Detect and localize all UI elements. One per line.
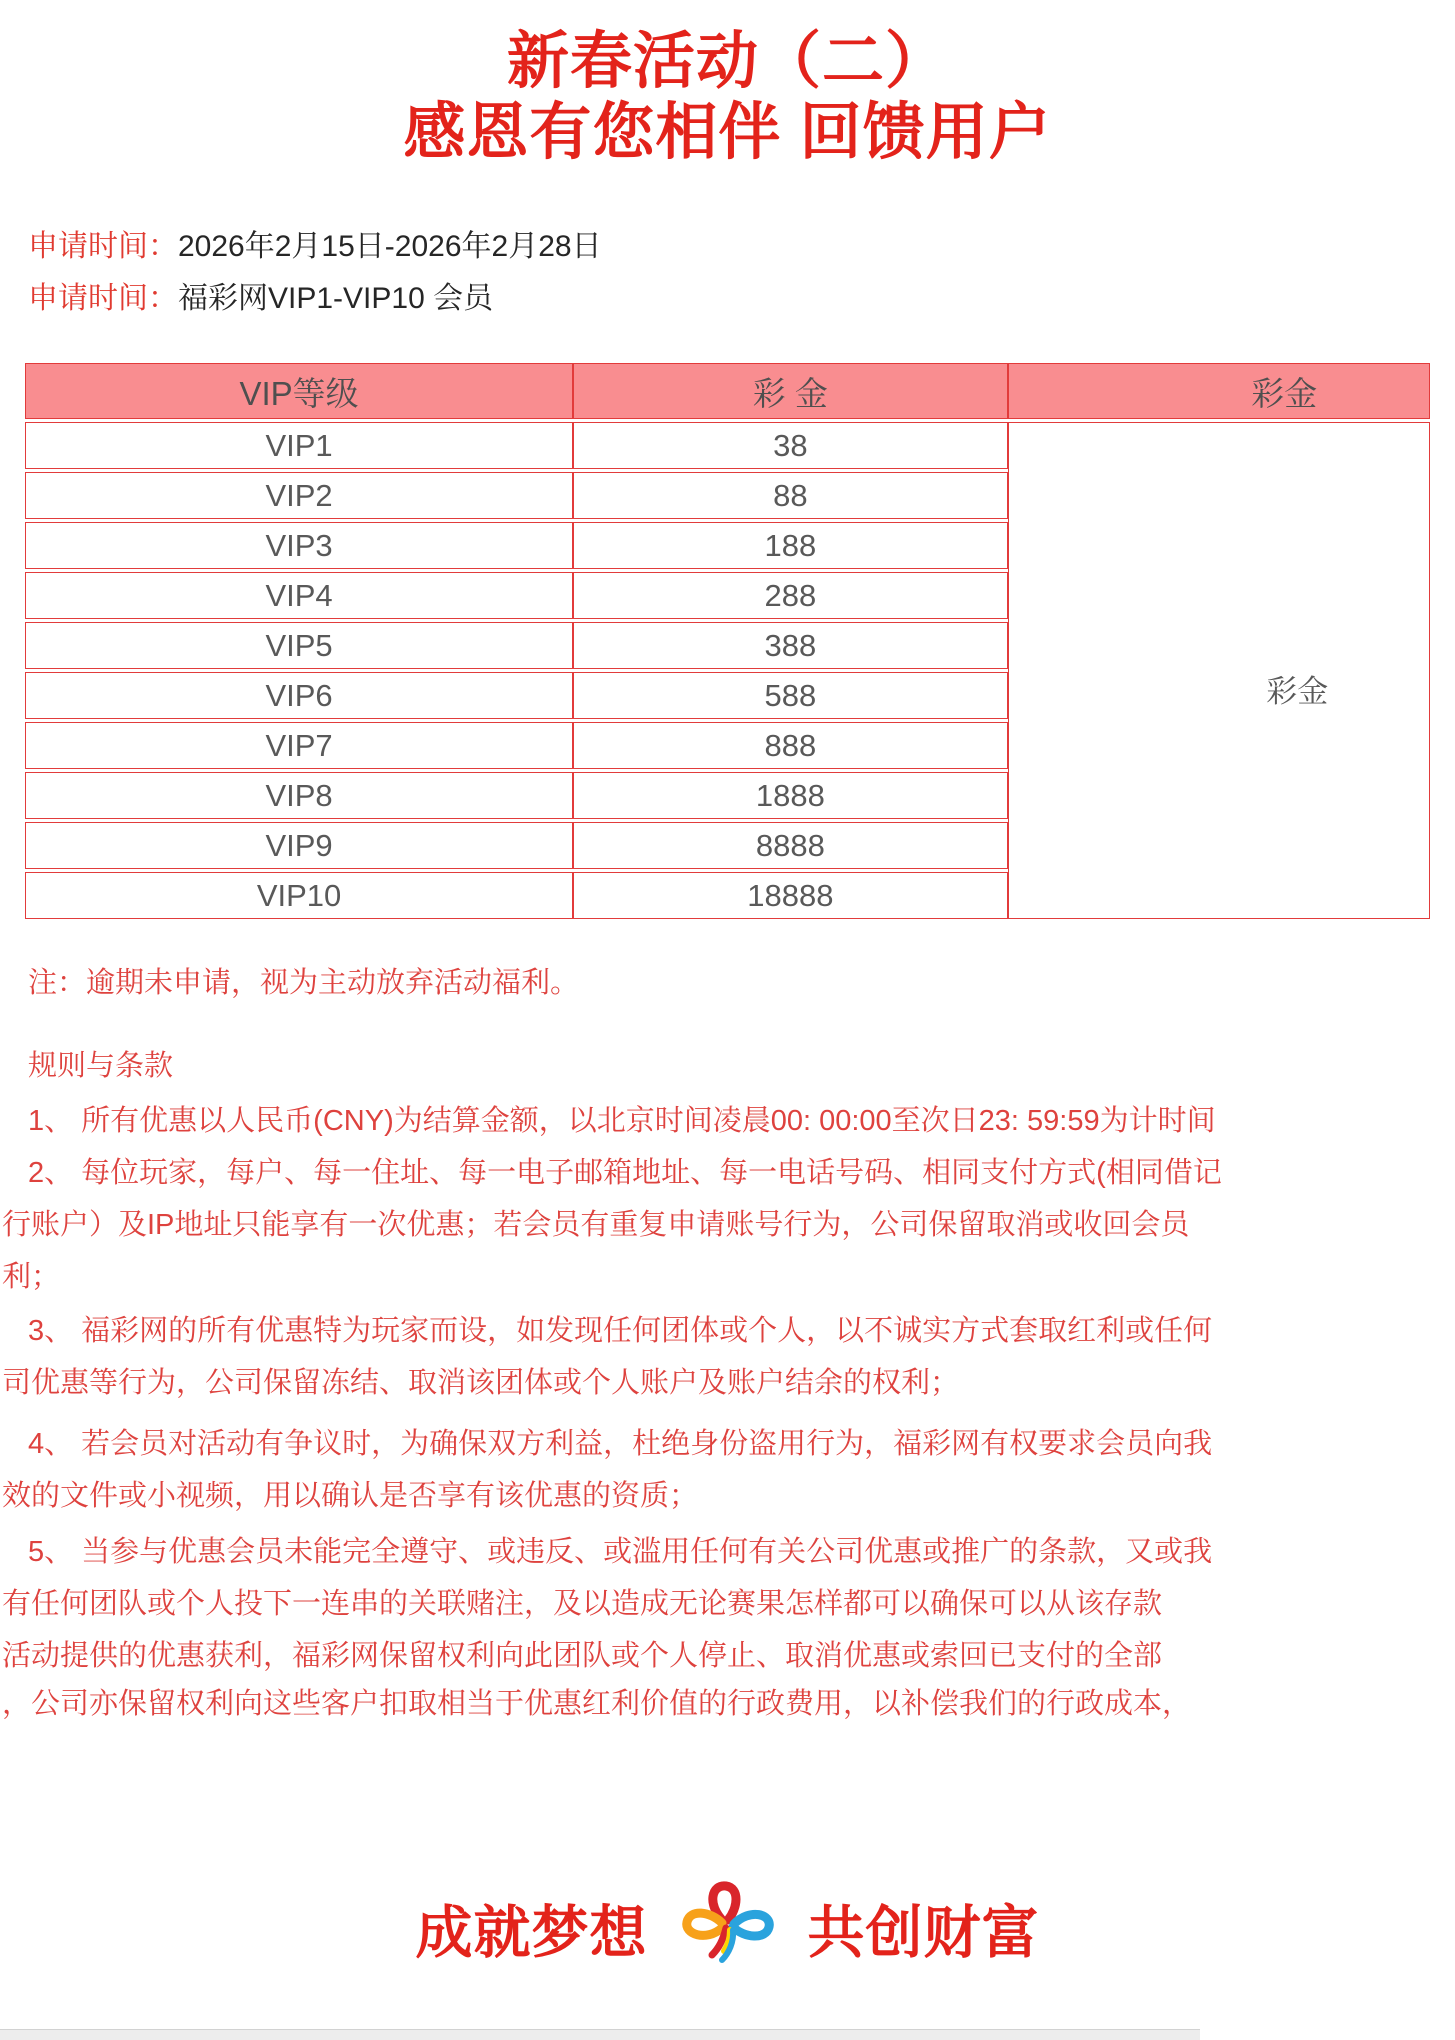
rule-5-line4: ，公司亦保留权利向这些客户扣取相当于优惠红利价值的行政费用，以补偿我们的行政成本， [2, 1688, 1192, 1720]
slogan-left: 成就梦想 [415, 1901, 648, 1965]
vip-level-cell: VIP4 [25, 572, 573, 619]
apply-time-line [28, 231, 602, 263]
apply-eligibility-value: 福彩网VIP1-VIP10 会员 [178, 282, 494, 315]
bonus-cell: 188 [573, 522, 1007, 569]
vip-level-cell: VIP9 [25, 822, 573, 869]
header-bonus: 彩 金 [573, 363, 1007, 419]
bonus-cell: 888 [573, 722, 1007, 769]
page-title [0, 26, 1455, 168]
apply-time-label: 申请时间： [28, 230, 178, 263]
vip-level-cell: VIP10 [25, 872, 573, 919]
merged-bonus-note-cell: 彩金 [1008, 422, 1430, 919]
vip-level-cell: VIP2 [25, 472, 573, 519]
vip-level-cell: VIP6 [25, 672, 573, 719]
apply-eligibility-line [28, 283, 493, 315]
ribbon-pinwheel-icon [678, 1878, 778, 1978]
vip-level-cell: VIP1 [25, 422, 573, 469]
header-vip-level: VIP等级 [25, 363, 573, 419]
slogan-right: 共创财富 [807, 1901, 1040, 1965]
bottom-edge-bar [0, 2029, 1200, 2040]
vip-bonus-table [25, 360, 1430, 922]
bonus-cell: 88 [573, 472, 1007, 519]
bonus-cell: 588 [573, 672, 1007, 719]
bonus-cell: 8888 [573, 822, 1007, 869]
rule-2-line2: 行账户）及IP地址只能享有一次优惠；若会员有重复申请账号行为，公司保留取消或收回会员 [2, 1209, 1190, 1241]
rule-4-line2: 效的文件或小视频，用以确认是否享有该优惠的资质； [2, 1480, 699, 1512]
vip-level-cell: VIP7 [25, 722, 573, 769]
bonus-cell: 18888 [573, 872, 1007, 919]
apply-time-value: 2026年2月15日-2026年2月28日 [178, 230, 602, 263]
rule-5-line3: 活动提供的优惠获利，福彩网保留权利向此团队或个人停止、取消优惠或索回已支付的全部 [2, 1640, 1163, 1672]
footer-slogans [0, 1878, 1455, 1978]
rule-4-line1: 4、 若会员对活动有争议时，为确保双方利益，杜绝身份盗用行为，福彩网有权要求会员向我 [28, 1428, 1213, 1460]
rule-3-line1: 3、 福彩网的所有优惠特为玩家而设，如发现任何团体或个人，以不诚实方式套取红利或任何 [28, 1315, 1213, 1347]
rules-heading: 规则与条款 [28, 1050, 174, 1082]
table-header-row [25, 363, 1430, 419]
header-bonus-extra: 彩金 [1008, 363, 1430, 419]
expiry-note: 注：逾期未申请，视为主动放弃活动福利。 [28, 967, 580, 999]
rule-1: 1、 所有优惠以人民币(CNY)为结算金额，以北京时间凌晨00: 00:00至次日23: 59:59为计时间 [28, 1105, 1216, 1137]
page-title-line1: 新春活动（二） [506, 27, 948, 96]
rule-5-line2: 有任何团队或个人投下一连串的关联赌注，及以造成无论赛果怎样都可以确保可以从该存款 [2, 1588, 1163, 1620]
bonus-cell: 1888 [573, 772, 1007, 819]
vip-level-cell: VIP8 [25, 772, 573, 819]
page-title-line2: 感恩有您相伴 回馈用户 [403, 98, 1052, 167]
rule-3-line2: 司优惠等行为，公司保留冻结、取消该团体或个人账户及账户结余的权利； [2, 1367, 960, 1399]
bonus-cell: 38 [573, 422, 1007, 469]
rule-2-line3: 利； [2, 1261, 61, 1293]
rule-5-line1: 5、 当参与优惠会员未能完全遵守、或违反、或滥用任何有关公司优惠或推广的条款，又或我 [28, 1536, 1213, 1568]
rule-2-line1: 2、 每位玩家，每户、每一住址、每一电子邮箱地址、每一电话号码、相同支付方式(相同借记 [28, 1157, 1222, 1189]
vip-level-cell: VIP3 [25, 522, 573, 569]
vip-level-cell: VIP5 [25, 622, 573, 669]
table-row [25, 422, 1430, 469]
bonus-cell: 388 [573, 622, 1007, 669]
rules-section [0, 1040, 1455, 1730]
apply-eligibility-label: 申请时间： [28, 282, 178, 315]
bonus-cell: 288 [573, 572, 1007, 619]
